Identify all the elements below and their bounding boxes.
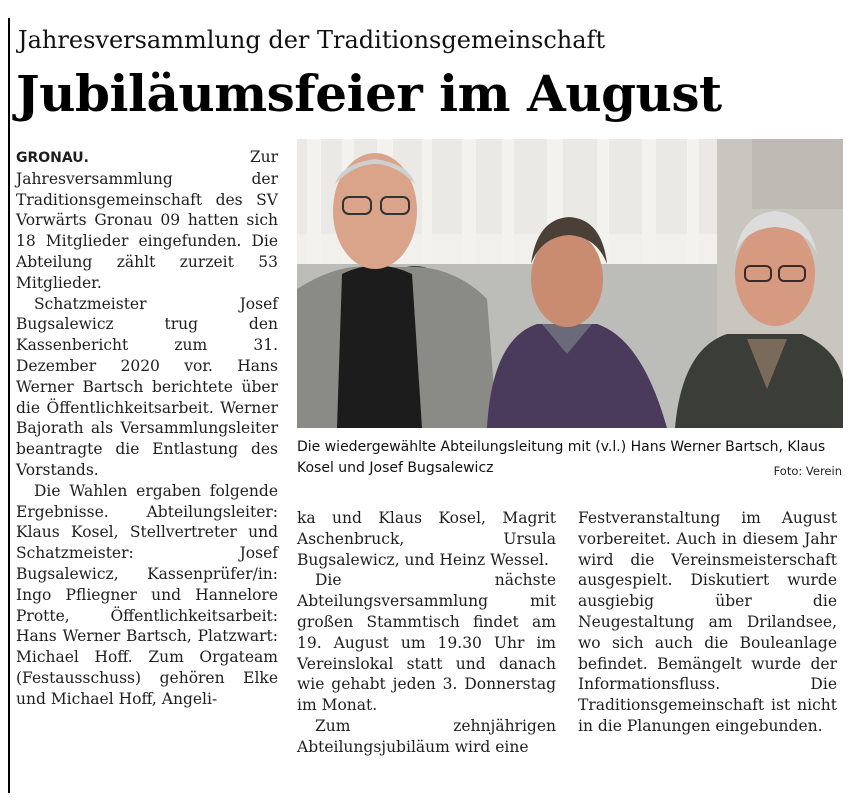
paragraph-2: Schatzmeister Josef Bugsalewicz trug den Kassenbericht zum 31. Dezember 2020 vor. Hans Werner Bartsch berichtete über die Öffentlichkeitsarbeit. Werner Bajorath als Versammlungsleiter beantragte die Entlastung des Vorstands.: [16, 294, 278, 479]
paragraph-1: [16, 147, 278, 294]
article-column-1: [16, 147, 278, 710]
paragraph-4: ka und Klaus Kosel, Magrit Aschenbruck, Ursula Bugsalewicz, und Heinz Wessel.: [297, 509, 556, 569]
article-column-3: [578, 508, 837, 737]
article-kicker: Jahresversammlung der Traditionsgemeinschaft: [18, 26, 606, 54]
paragraph-5: Die nächste Abteilungsversammlung mit großen Stammtisch findet am 19. August um 19.30 Uhr im Vereinslokal statt und danach wie gehabt jeden 3. Donnerstag im Monat.: [297, 571, 556, 715]
left-column-rule: [8, 18, 10, 793]
article-headline: Jubiläumsfeier im August: [16, 64, 722, 123]
paragraph-6: Zum zehnjährigen Abteilungsjubiläum wird eine: [297, 716, 556, 756]
photo-credit: Foto: Verein: [773, 464, 842, 478]
paragraph-3: Die Wahlen ergaben folgende Ergebnisse. Abteilungsleiter: Klaus Kosel, Stellvertreter und Schatzmeister: Josef Bugsalewicz, Kassenprüfer/in: Ingo Pfliegner und Hannelore Protte, Öffentlichkeitsarbeit: Hans Werner Bartsch, Platzwart: Michael Hoff. Zum Orgateam (Festausschuss) gehören Elke und Michael Hoff, Angeli-: [16, 481, 278, 708]
photo-caption: Die wiedergewählte Abteilungsleitung mit (v.l.) Hans Werner Bartsch, Klaus Kosel und Josef Bugsalewicz: [297, 439, 826, 476]
paragraph-7: Festveranstaltung im August vorbereitet. Auch in diesem Jahr wird die Vereinsmeisterschaft ausgespielt. Diskutiert wurde ausgiebig über die Neugestaltung am Drilandsee, wo sich auch die Bouleanlage befindet. Bemängelt wurde der Informationsfluss. Die Traditionsgemeinschaft ist nicht in die Planungen eingebunden.: [578, 509, 837, 735]
paragraph-1-text: Zur Jahresversammlung der Traditionsgemeinschaft des SV Vorwärts Gronau 09 hatten sich 18 Mitglieder eingefunden. Die Abteilung zählt zurzeit 53 Mitglieder.: [16, 148, 278, 292]
article-photo: [297, 139, 843, 428]
dateline: GRONAU.: [16, 150, 89, 166]
article-column-2: [297, 508, 556, 758]
